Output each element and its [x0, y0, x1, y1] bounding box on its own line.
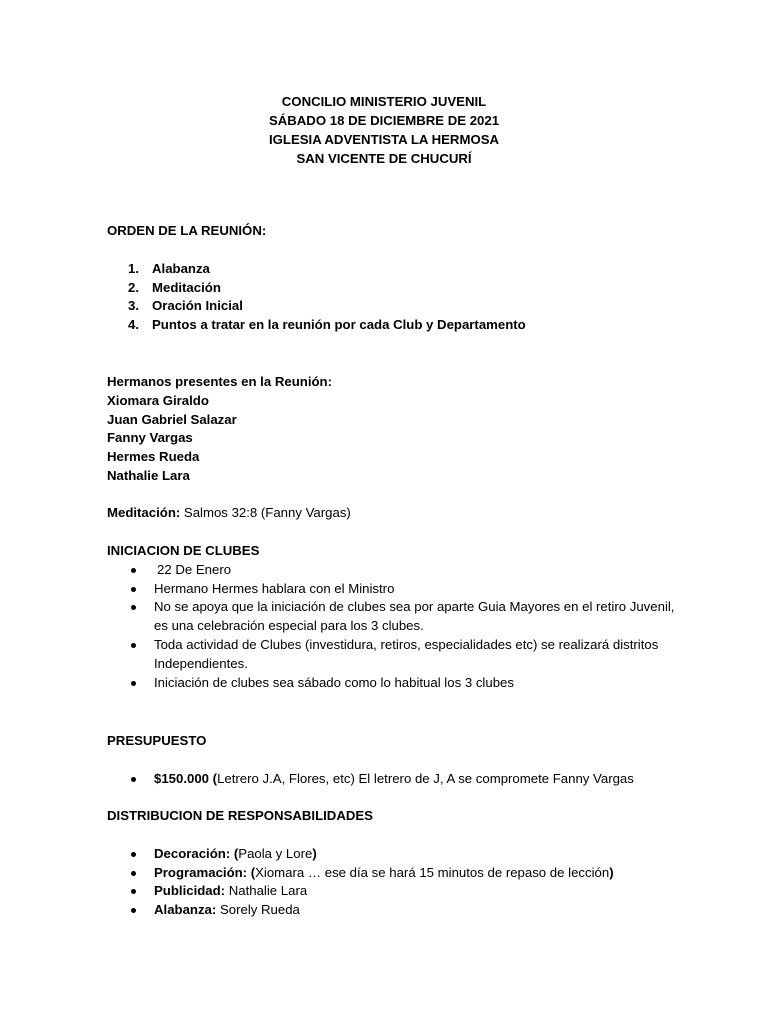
- list-item: 2. Meditación: [128, 279, 221, 295]
- bullet-icon: [131, 852, 136, 857]
- list-item: 1. Alabanza: [128, 260, 210, 276]
- iniciacion-section: [107, 542, 707, 692]
- distribucion-list: [107, 845, 707, 920]
- bullet-icon: [131, 871, 136, 876]
- list-item: Decoración: (Paola y Lore): [107, 845, 707, 864]
- list-item: Toda actividad de Clubes (investidura, retiros, especialidades etc) se realizará distritos Independientes.: [107, 636, 707, 674]
- orden-title: ORDEN DE LA REUNIÓN:: [107, 223, 267, 238]
- list-item: Alabanza: Sorely Rueda: [107, 901, 707, 920]
- bullet-icon: [131, 605, 136, 610]
- header-date: SÁBADO 18 DE DICIEMBRE DE 2021: [268, 113, 500, 128]
- bullet-icon: [131, 681, 136, 686]
- presupuesto-detail: Letrero J.A, Flores, etc) El letrero de J, A se compromete Fanny Vargas: [217, 770, 634, 786]
- document-header: [0, 92, 768, 168]
- presupuesto-title: PRESUPUESTO: [107, 733, 207, 748]
- list-item: No se apoya que la iniciación de clubes sea por aparte Guia Mayores en el retiro Juvenil, es una celebración especial para los 3 clubes.: [107, 598, 707, 636]
- list-item: 4. Puntos a tratar en la reunión por cada Club y Departamento: [128, 317, 526, 333]
- bullet-icon: [131, 777, 136, 782]
- iniciacion-title: INICIACION DE CLUBES: [107, 543, 260, 558]
- list-item: Programación: (Xiomara … ese día se hará 15 minutos de repaso de lección): [107, 864, 707, 883]
- attendee-name: Fanny Vargas: [107, 430, 193, 446]
- meditacion-label: Meditación:: [107, 505, 181, 520]
- distribucion-section: [107, 807, 707, 920]
- bullet-icon: [131, 568, 136, 573]
- presentes-title: Hermanos presentes en la Reunión:: [107, 374, 332, 389]
- presupuesto-section: [107, 732, 707, 789]
- header-location: SAN VICENTE DE CHUCURÍ: [296, 151, 472, 166]
- list-item: Hermano Hermes hablara con el Ministro: [107, 580, 707, 599]
- presupuesto-amount: $150.000 (: [154, 770, 218, 786]
- bullet-icon: [131, 889, 136, 894]
- bullet-icon: [131, 643, 136, 648]
- header-church: IGLESIA ADVENTISTA LA HERMOSA: [268, 132, 500, 147]
- distribucion-title: DISTRIBUCION DE RESPONSABILIDADES: [107, 808, 373, 823]
- meditacion-text: Salmos 32:8 (Fanny Vargas): [180, 505, 351, 520]
- iniciacion-list: [107, 561, 707, 693]
- bullet-icon: [131, 587, 136, 592]
- presentes-section: [107, 373, 707, 486]
- list-item: Iniciación de clubes sea sábado como lo habitual los 3 clubes: [107, 674, 707, 693]
- meditacion-section: [107, 504, 707, 523]
- list-item: Publicidad: Nathalie Lara: [107, 882, 707, 901]
- orden-section: [107, 222, 707, 335]
- attendee-name: Xiomara Giraldo: [107, 392, 209, 408]
- attendee-name: Hermes Rueda: [107, 449, 200, 465]
- attendee-name: Nathalie Lara: [107, 467, 190, 483]
- list-item: 22 De Enero: [107, 561, 707, 580]
- presupuesto-list: [107, 770, 707, 789]
- bullet-icon: [131, 908, 136, 913]
- orden-list: [107, 260, 707, 335]
- attendee-name: Juan Gabriel Salazar: [107, 411, 237, 427]
- list-item: 3. Oración Inicial: [128, 298, 243, 314]
- header-title: CONCILIO MINISTERIO JUVENIL: [281, 94, 487, 109]
- list-item: [107, 770, 707, 789]
